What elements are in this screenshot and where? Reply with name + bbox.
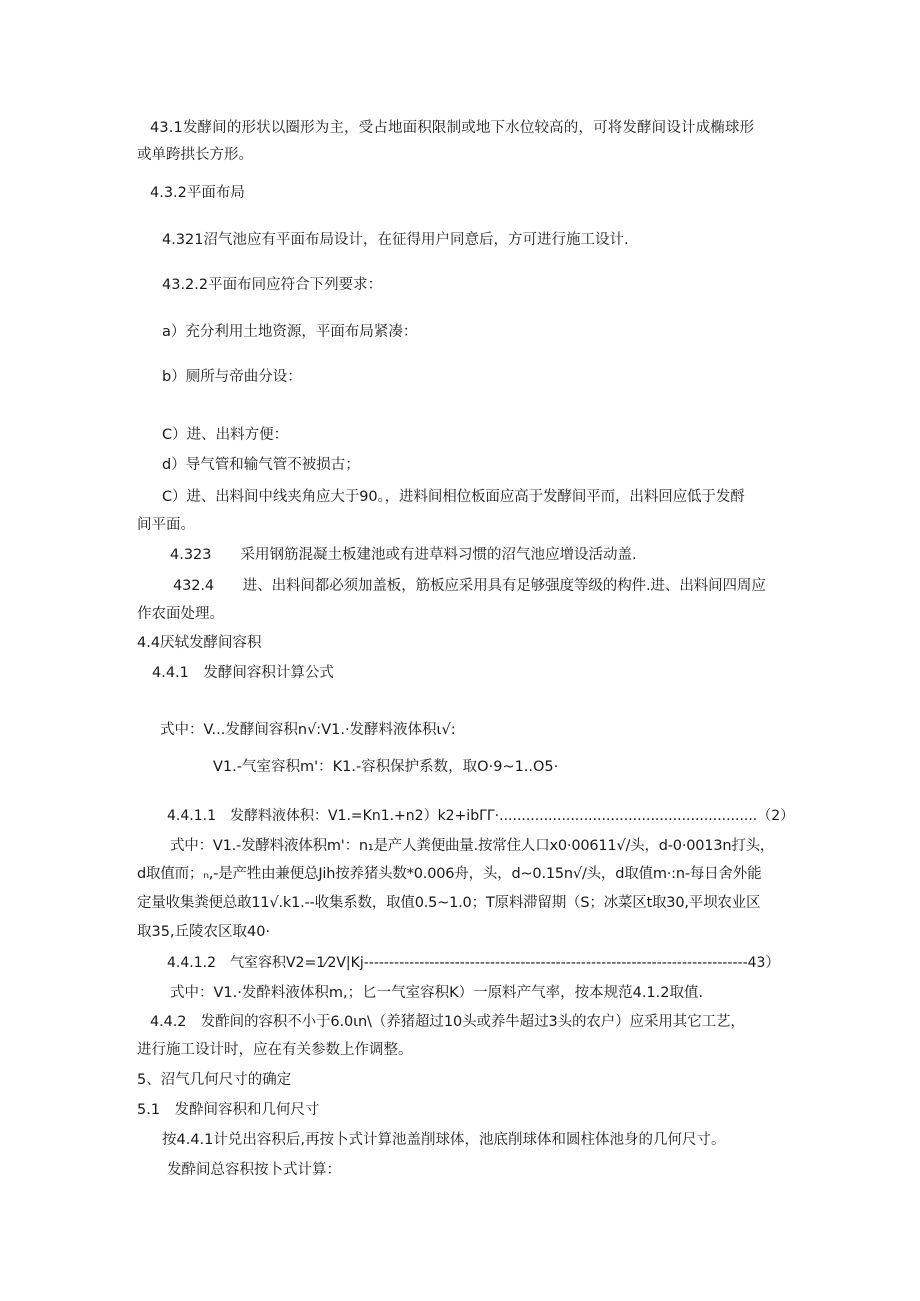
text-line: 进行施工设计时，应在有关参数上作调整。 [137,1042,413,1058]
formula-line: 4.4.1.1 发酵料液体积：V1.=Kn1.+n2）k2+ibΓΓ·..........................................................（2） [167,808,795,824]
section-heading: 4.3.2平面布局 [150,185,245,201]
list-item: C）进、出料间中线夹角应大于90。，进料间相位板面应高于发酵间平而，出料回应低于发酹 [162,489,745,505]
text-line: 式中：V1.-发酵料液体积m'：n₁是产人粪便曲量.按常住人口x0·00611√/头，d-0·0013n打头， [170,838,775,854]
section-heading: 4.4厌轼发酵间容积 [137,635,262,651]
text-line: 发酔间总容积按卜式计算： [167,1162,341,1178]
section-heading: 5、沼气几何尺寸的确定 [137,1072,292,1088]
text-line: 作农面处理。 [137,606,224,622]
text-line: 按4.4.1计兑出容积后,再按卜式计算池盖削球体，池底削球体和圆柱体池身的几何尺寸。 [162,1132,726,1148]
section-heading: 5.1 发酔间容积和几何尺寸 [137,1102,320,1118]
list-item: a）充分利用土地资源，平面布局紧凑： [162,324,418,340]
list-item: C）进、出料方便： [162,427,289,443]
text-line: 4.323 采用钢筋混凝土板建池或有进草料习惯的沼气池应增设活动盖. [170,547,637,563]
text-line: 4.321沼气池应有平面布局设计，在征得用户同意后，方可进行施工设计. [162,232,629,248]
text-line: 4.4.2 发酢间的容积不小于6.0ιn\（养猪超过10头或养牛超过3头的农户）应采用其它工艺， [150,1014,745,1030]
text-line: V1.-气室容积m'：K1.-容积保护系数，取O·9~1..O5· [213,759,559,775]
text-line: 间平面。 [137,517,195,533]
list-item: d）导气管和输气管不被损古； [162,457,360,473]
text-line: 432.4 进、出料间都必须加盖板，筋板应采用具有足够强度等级的构件.进、出料间四周应 [173,578,766,594]
text-line: 式中：V...发酵间容积n√:V1.·发酵料液体积ι√: [160,722,456,738]
text-line: 43.1发酵间的形状以圈形为主，受占地面积限制或地下水位较高的，可将发酵间设计成椭球形 [150,120,755,136]
section-heading: 4.4.1 发酵间容积计算公式 [152,665,334,681]
text-line: 式中：V1.·发酔料液体积m,；匕一气室容积K）一原料产气率，按本规范4.1.2取值. [170,985,704,1001]
text-line: 或单跨拱长方形。 [137,147,253,163]
text-line: 43.2.2平面布同应符合下列要求： [162,277,383,293]
formula-line: 4.4.1.2 气室容积V2=1⁄2V|Kj----------------------------------------------------------------------------43） [167,955,780,971]
text-line: d取值而；ₙ,-是产牲由兼便总Jih按养猪头数*0.006舟，头，d~0.15n√/头，d取值m·:n-每日舍外能 [137,866,762,882]
list-item: b）厕所与帝曲分设： [162,369,302,385]
text-line: 取35,丘陵农区取40· [137,924,271,940]
text-line: 定量收集粪便总敢11√.k1.--收集系数，取值0.5~1.0；T原料滞留期（S；冰菜区t取30,平坝农业区 [137,895,761,911]
